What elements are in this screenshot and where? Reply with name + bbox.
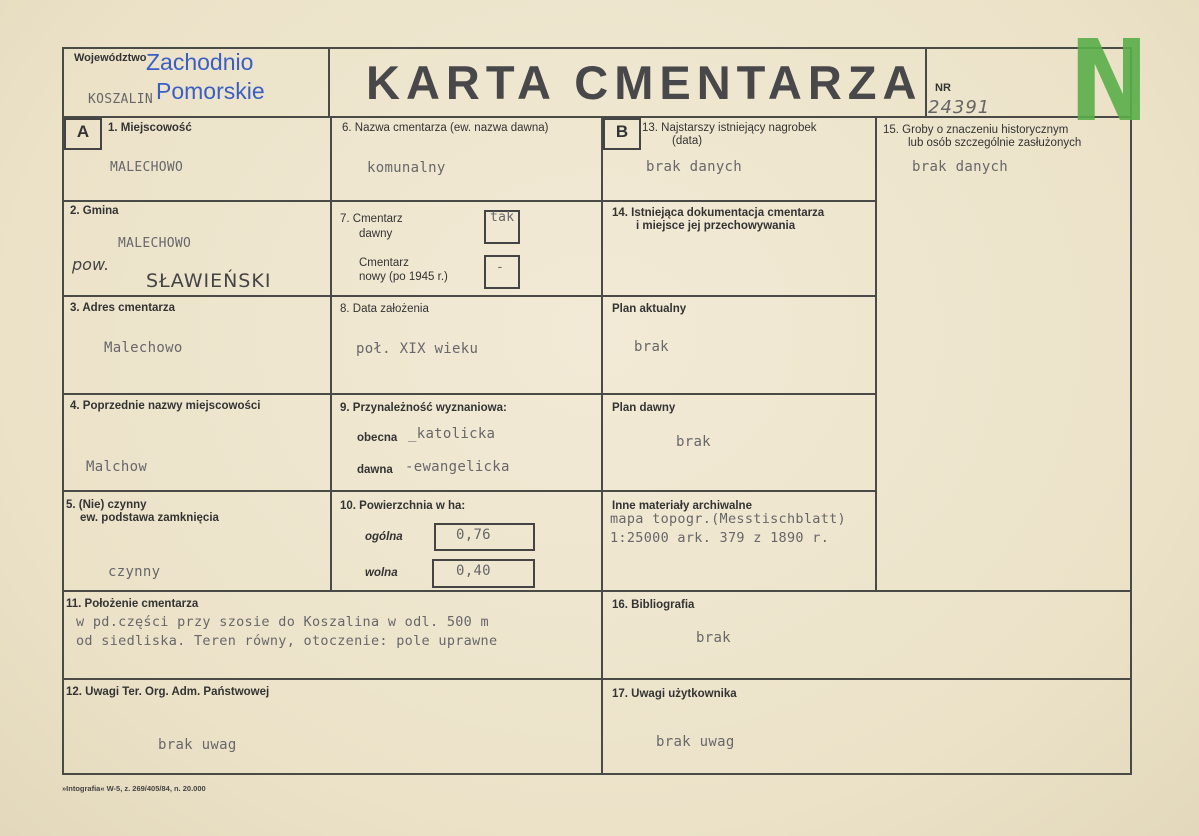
wojewodztwo-typed: KOSZALIN [88, 92, 154, 107]
plan-aktualny-value: brak [634, 339, 669, 355]
field-7-label-line1: 7. Cmentarz [340, 213, 403, 225]
frame-left [62, 47, 64, 775]
field-5-value: czynny [108, 564, 161, 580]
row-div-2 [62, 295, 877, 297]
field-13-label-line2: (data) [672, 135, 703, 147]
field-9-obecna-label: obecna [357, 432, 398, 444]
wojewodztwo-label: Województwo [74, 52, 147, 64]
field-3-label: 3. Adres cmentarza [70, 302, 176, 314]
row-div-4 [62, 490, 877, 492]
stamp-letter-n: N [1069, 17, 1149, 147]
field-3-value: Malechowo [104, 340, 183, 356]
field-13-value: brak danych [646, 159, 743, 175]
field-12-value: brak uwag [158, 737, 237, 753]
field-10-wolna-label: wolna [365, 567, 398, 579]
field-11-value-line1: w pd.części przy szosie do Koszalina w odl. 500 m [76, 614, 489, 630]
field-2-pow-value: SŁAWIEŃSKI [146, 270, 272, 292]
row-div-6 [62, 678, 1132, 680]
field-7-nowy-label-line1: Cmentarz [359, 257, 409, 269]
field-15-value: brak danych [912, 159, 1009, 175]
field-4-value: Malchow [86, 459, 148, 475]
field-7-dawny-value: tak [490, 210, 515, 225]
frame-right [1130, 47, 1132, 775]
field-1-value: MALECHOWO [110, 160, 184, 175]
field-8-label: 8. Data założenia [340, 303, 429, 315]
field-5-label-line1: 5. (Nie) czynny [66, 499, 147, 511]
field-2-value: MALECHOWO [118, 236, 192, 251]
inne-materialy-label: Inne materiały archiwalne [612, 500, 752, 512]
field-10-wolna-value: 0,40 [456, 563, 491, 579]
field-2-pow-hand: pow. [72, 255, 110, 274]
col-div-3 [875, 116, 877, 590]
wojewodztwo-stamp-line2: Pomorskie [156, 78, 265, 104]
nr-label: NR [935, 82, 951, 94]
row-div-3 [62, 393, 877, 395]
field-1-label: 1. Miejscowość [108, 122, 192, 134]
inne-materialy-value-line1: mapa topogr.(Messtischblatt) [610, 511, 846, 527]
field-11-label: 11. Położenie cmentarza [66, 598, 199, 610]
plan-dawny-value: brak [676, 434, 711, 450]
field-15-label-line1: 15. Groby o znaczeniu historycznym [883, 124, 1069, 136]
field-10-ogolna-label: ogólna [365, 531, 403, 543]
field-5-label-line2: ew. podstawa zamknięcia [80, 512, 219, 524]
field-14-label-line2: i miejsce jej przechowywania [636, 220, 796, 232]
header-vdiv-1 [328, 47, 330, 117]
field-16-label: 16. Bibliografia [612, 599, 695, 611]
field-14-label-line1: 14. Istniejąca dokumentacja cmentarza [612, 207, 825, 219]
field-8-value: poł. XIX wieku [356, 341, 479, 357]
row-div-5 [62, 590, 1132, 592]
nr-value: 24391 [928, 97, 991, 118]
page-title: KARTA CMENTARZA [366, 56, 923, 109]
field-9-label: 9. Przynależność wyznaniowa: [340, 402, 507, 414]
section-b-marker: B [603, 118, 641, 150]
field-17-value: brak uwag [656, 734, 735, 750]
field-13-label-line1: 13. Najstarszy istniejący nagrobek [642, 122, 817, 134]
field-9-dawna-value: -ewangelicka [405, 459, 510, 475]
inne-materialy-value-line2: 1:25000 ark. 379 z 1890 r. [610, 530, 830, 546]
plan-dawny-label: Plan dawny [612, 402, 676, 414]
col-div-2 [601, 116, 603, 774]
header-vdiv-2 [925, 47, 927, 117]
field-16-value: brak [696, 630, 731, 646]
field-9-dawna-label: dawna [357, 464, 393, 476]
frame-bottom [62, 773, 1132, 775]
field-6-label: 6. Nazwa cmentarza (ew. nazwa dawna) [342, 122, 549, 134]
section-a-marker: A [64, 118, 102, 150]
field-7-label-line2: dawny [359, 228, 393, 240]
field-12-label: 12. Uwagi Ter. Org. Adm. Państwowej [66, 686, 270, 698]
field-10-label: 10. Powierzchnia w ha: [340, 500, 466, 512]
row-div-1 [62, 200, 877, 202]
print-footer: »Intografia« W-5, z. 269/405/84, n. 20.000 [62, 784, 206, 793]
field-4-label: 4. Poprzednie nazwy miejscowości [70, 400, 261, 412]
plan-aktualny-label: Plan aktualny [612, 303, 687, 315]
field-10-ogolna-value: 0,76 [456, 527, 491, 543]
wojewodztwo-stamp-line1: Zachodnio [146, 49, 254, 75]
field-2-label: 2. Gmina [70, 205, 119, 217]
field-15-label-line2: lub osób szczególnie zasłużonych [908, 137, 1082, 149]
field-11-value-line2: od siedliska. Teren równy, otoczenie: pole uprawne [76, 633, 498, 649]
col-div-1 [330, 116, 332, 590]
field-7-nowy-value: - [496, 260, 505, 275]
field-6-value: komunalny [367, 160, 446, 176]
field-7-nowy-label-line2: nowy (po 1945 r.) [359, 271, 448, 283]
field-9-obecna-value: _katolicka [408, 426, 496, 442]
field-17-label: 17. Uwagi użytkownika [612, 688, 737, 700]
